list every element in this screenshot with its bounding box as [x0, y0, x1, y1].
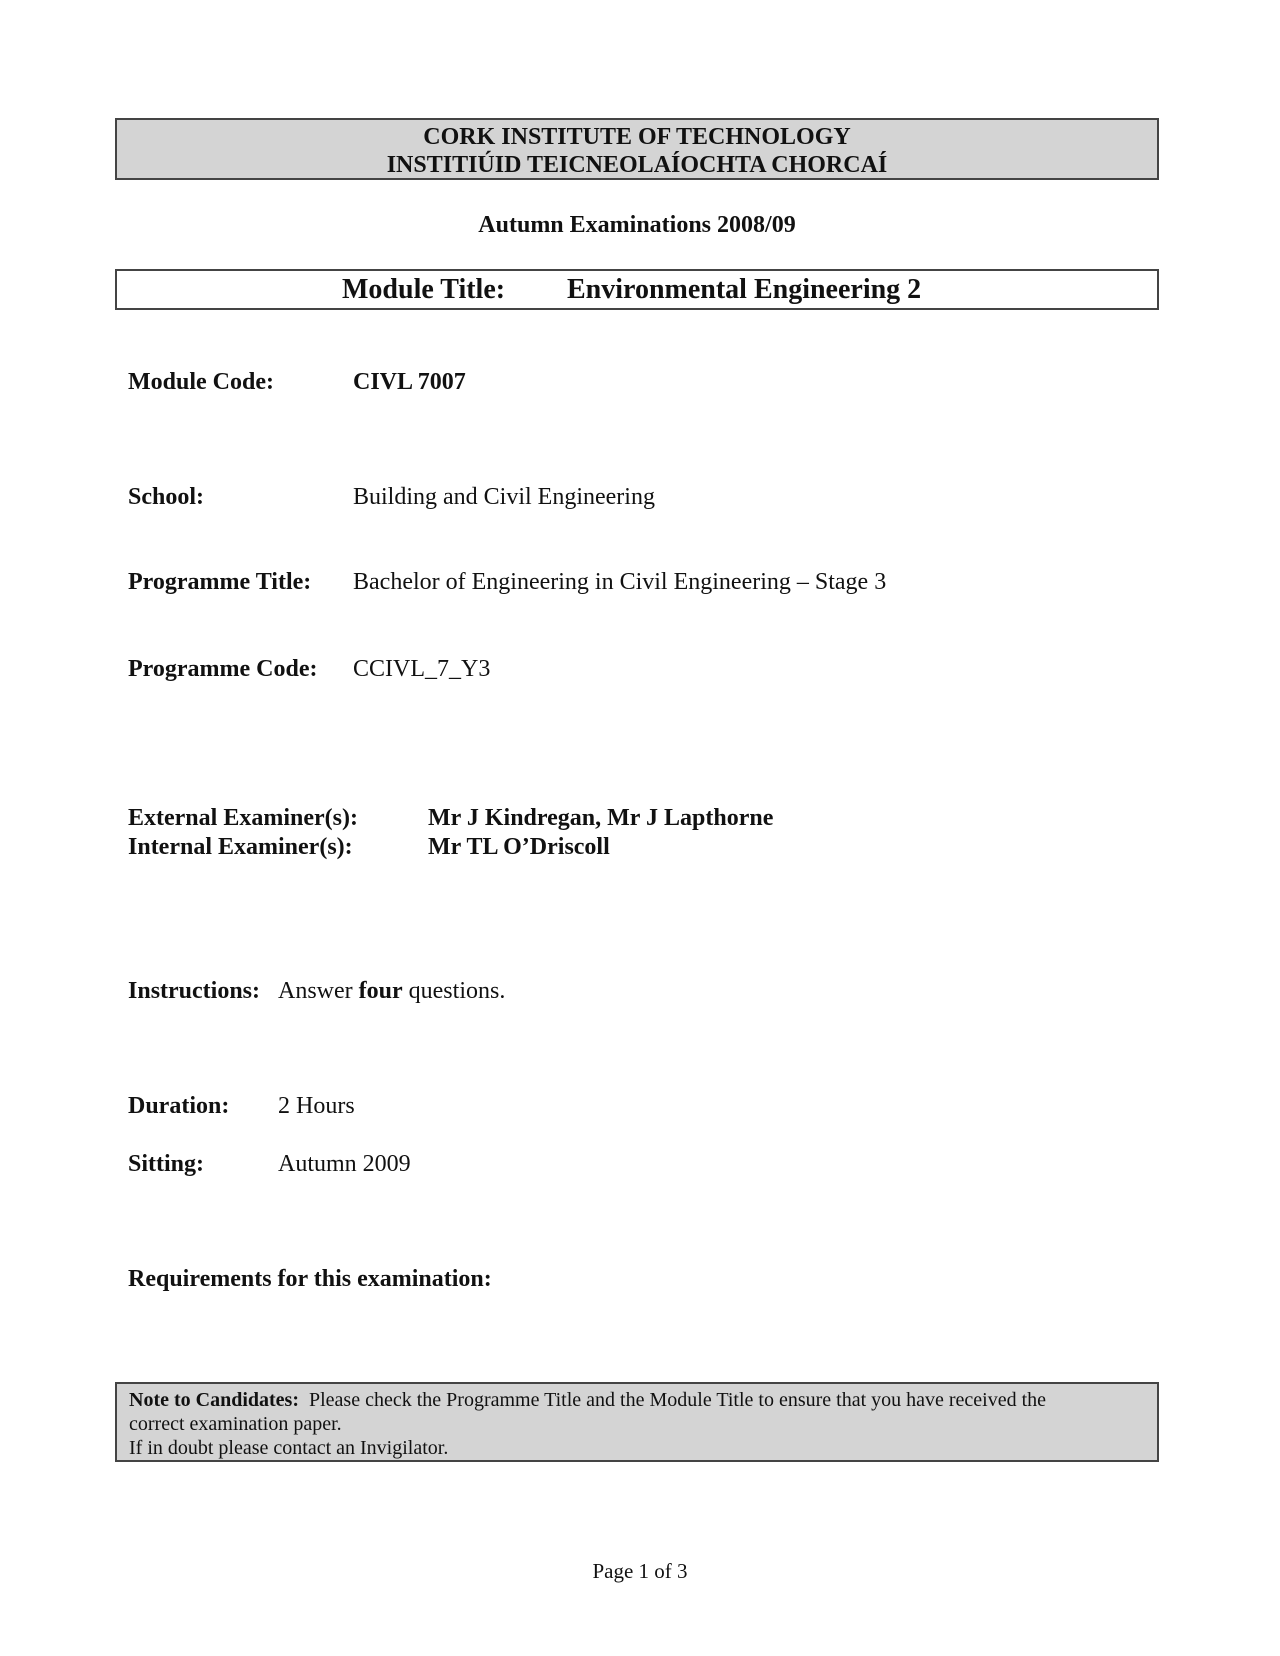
- module-code-label: Module Code:: [128, 369, 274, 395]
- module-code-value: CIVL 7007: [353, 369, 466, 395]
- note-line-1-text: Please check the Programme Title and the Module Title to ensure that you have received the: [309, 1389, 1047, 1411]
- note-line-1: [129, 1388, 1145, 1412]
- school-label: School:: [128, 484, 205, 510]
- internal-examiners-label: Internal Examiner(s):: [128, 834, 353, 860]
- external-examiners-label: External Examiner(s):: [128, 805, 358, 831]
- instructions-question-count: four: [358, 978, 403, 1004]
- requirements-label: Requirements for this examination:: [128, 1266, 492, 1292]
- school-value: Building and Civil Engineering: [353, 484, 655, 510]
- note-to-candidates-box: [115, 1382, 1159, 1462]
- programme-code-label: Programme Code:: [128, 656, 318, 682]
- institution-header: [115, 118, 1159, 180]
- duration-value: 2 Hours: [278, 1093, 355, 1119]
- duration-label: Duration:: [128, 1093, 230, 1119]
- external-examiners-value: Mr J Kindregan, Mr J Lapthorne: [428, 805, 774, 831]
- note-label: Note to Candidates:: [129, 1389, 299, 1411]
- sitting-label: Sitting:: [128, 1151, 205, 1177]
- institution-name-english: CORK INSTITUTE OF TECHNOLOGY: [423, 124, 851, 150]
- page-number: Page 1 of 3: [592, 1559, 688, 1583]
- instructions-text-before: Answer: [278, 978, 359, 1004]
- instructions-label: Instructions:: [128, 978, 261, 1004]
- module-title-box: [115, 269, 1159, 310]
- instructions-text: [278, 976, 505, 1006]
- programme-title-label: Programme Title:: [128, 569, 312, 595]
- programme-code-value: CCIVL_7_Y3: [353, 656, 491, 682]
- institution-name-irish: INSTITIÚID TEICNEOLAÍOCHTA CHORCAÍ: [386, 152, 888, 178]
- module-title-label: Module Title:: [342, 274, 506, 305]
- instructions-text-after: questions.: [402, 978, 506, 1004]
- internal-examiners-value: Mr TL O’Driscoll: [428, 834, 610, 860]
- sitting-value: Autumn 2009: [278, 1151, 411, 1177]
- note-line-3: If in doubt please contact an Invigilator.: [129, 1437, 449, 1459]
- note-line-2: correct examination paper.: [129, 1413, 342, 1435]
- programme-title-value: Bachelor of Engineering in Civil Engineering – Stage 3: [353, 569, 887, 595]
- exam-session-title: Autumn Examinations 2008/09: [478, 212, 796, 238]
- module-title-value: Environmental Engineering 2: [567, 274, 922, 305]
